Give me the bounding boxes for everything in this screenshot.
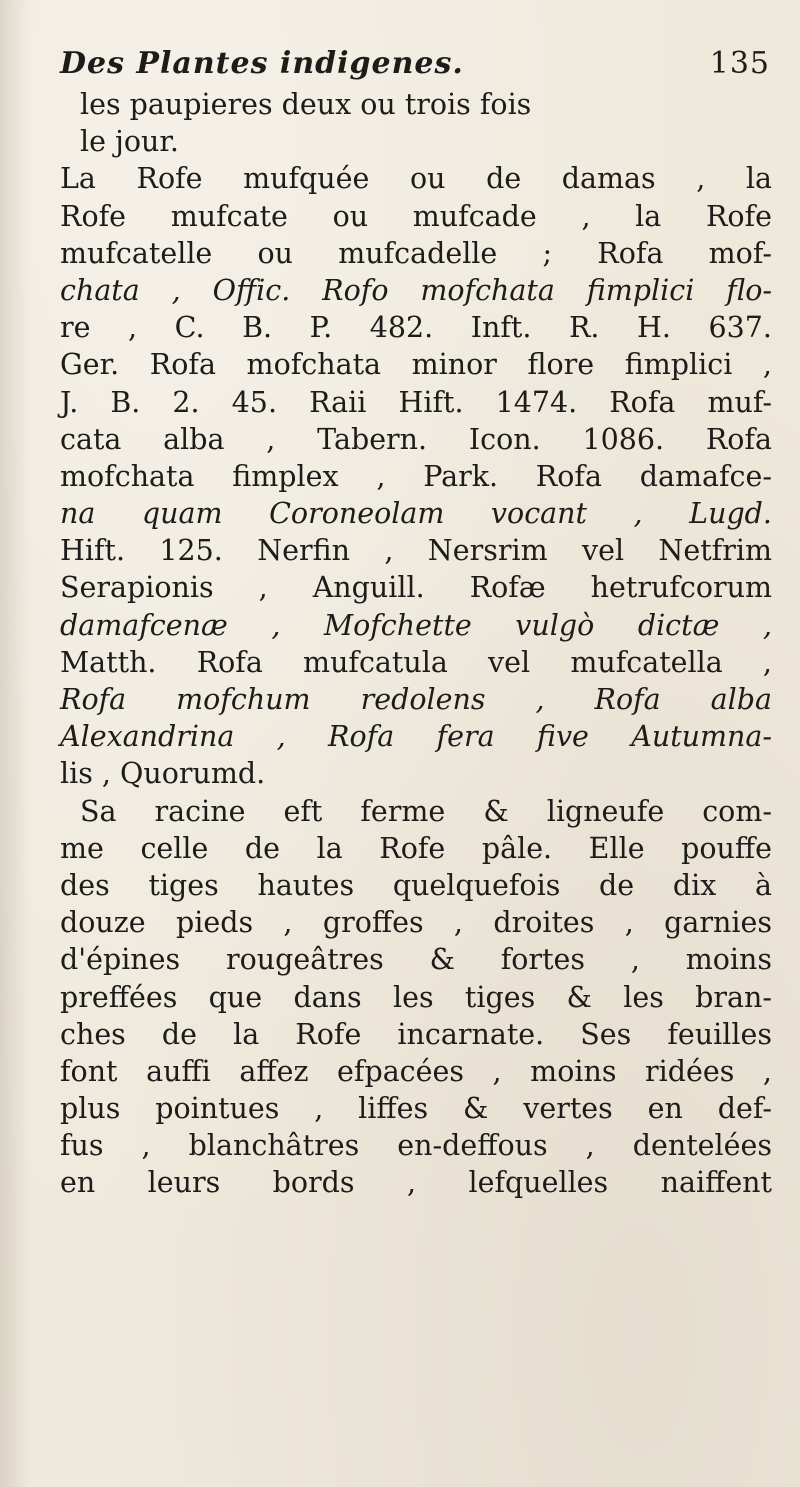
- text-line: chata , Offic. Rofo mofchata fimplici flo-: [60, 273, 772, 307]
- text-line: les paupieres deux ou trois fois: [80, 88, 532, 121]
- text-line: re , C. B. P. 482. Inft. R. H. 637.: [60, 311, 772, 345]
- running-header: [60, 46, 770, 90]
- text-line: d'épines rougeâtres & fortes , moins: [60, 943, 772, 977]
- text-line: damafcenæ , Mofchette vulgò dictæ ,: [60, 608, 772, 642]
- text-line: Serapionis , Anguill. Rofæ hetrufcorum: [60, 571, 772, 605]
- text-line: cata alba , Tabern. Icon. 1086. Rofa: [60, 422, 772, 456]
- text-line: mufcatelle ou mufcadelle ; Rofa mof-: [60, 236, 772, 270]
- text-line: Rofe mufcate ou mufcade , la Rofe: [60, 199, 772, 233]
- text-line: ches de la Rofe incarnate. Ses feuilles: [60, 1017, 772, 1051]
- text-line: plus pointues , liffes & vertes en def-: [60, 1092, 772, 1126]
- text-line: Rofa mofchum redolens , Rofa alba: [60, 683, 772, 716]
- running-title: Des Plantes indigenes.: [60, 46, 464, 81]
- text-line: na quam Coroneolam vocant , Lugd.: [60, 497, 772, 531]
- text-line: J. B. 2. 45. Raii Hift. 1474. Rofa muf-: [60, 385, 772, 419]
- page-binding-shadow: [0, 0, 30, 1487]
- text-line: des tiges hautes quelquefois de dix à: [60, 868, 772, 902]
- text-line: Matth. Rofa mufcatula vel mufcatella ,: [60, 645, 772, 679]
- text-line: Sa racine eft ferme & ligneufe com-: [80, 794, 772, 828]
- text-line: Alexandrina , Rofa fera five Autumna-: [60, 720, 772, 754]
- body-text: [60, 86, 772, 1202]
- text-line: Ger. Rofa mofchata minor flore fimplici ,: [60, 348, 772, 382]
- text-line: mofchata fimplex , Park. Rofa damafce-: [60, 459, 772, 493]
- page-number: 135: [709, 46, 770, 81]
- text-line: La Rofe mufquée ou de damas , la: [60, 162, 772, 196]
- text-line: le jour.: [80, 125, 179, 159]
- text-line: preffées que dans les tiges & les bran-: [60, 980, 772, 1014]
- text-line: douze pieds , groffes , droites , garnies: [60, 906, 772, 940]
- text-line: Hift. 125. Nerfin , Nersrim vel Netfrim: [60, 534, 772, 568]
- text-line: font auffi affez efpacées , moins ridées ,: [60, 1054, 772, 1088]
- text-line: fus , blanchâtres en-deffous , dentelées: [60, 1129, 772, 1163]
- text-line: lis , Quorumd.: [60, 757, 266, 791]
- text-line: me celle de la Rofe pâle. Elle pouffe: [60, 831, 772, 865]
- text-line: en leurs bords , lefquelles naiffent: [60, 1166, 772, 1200]
